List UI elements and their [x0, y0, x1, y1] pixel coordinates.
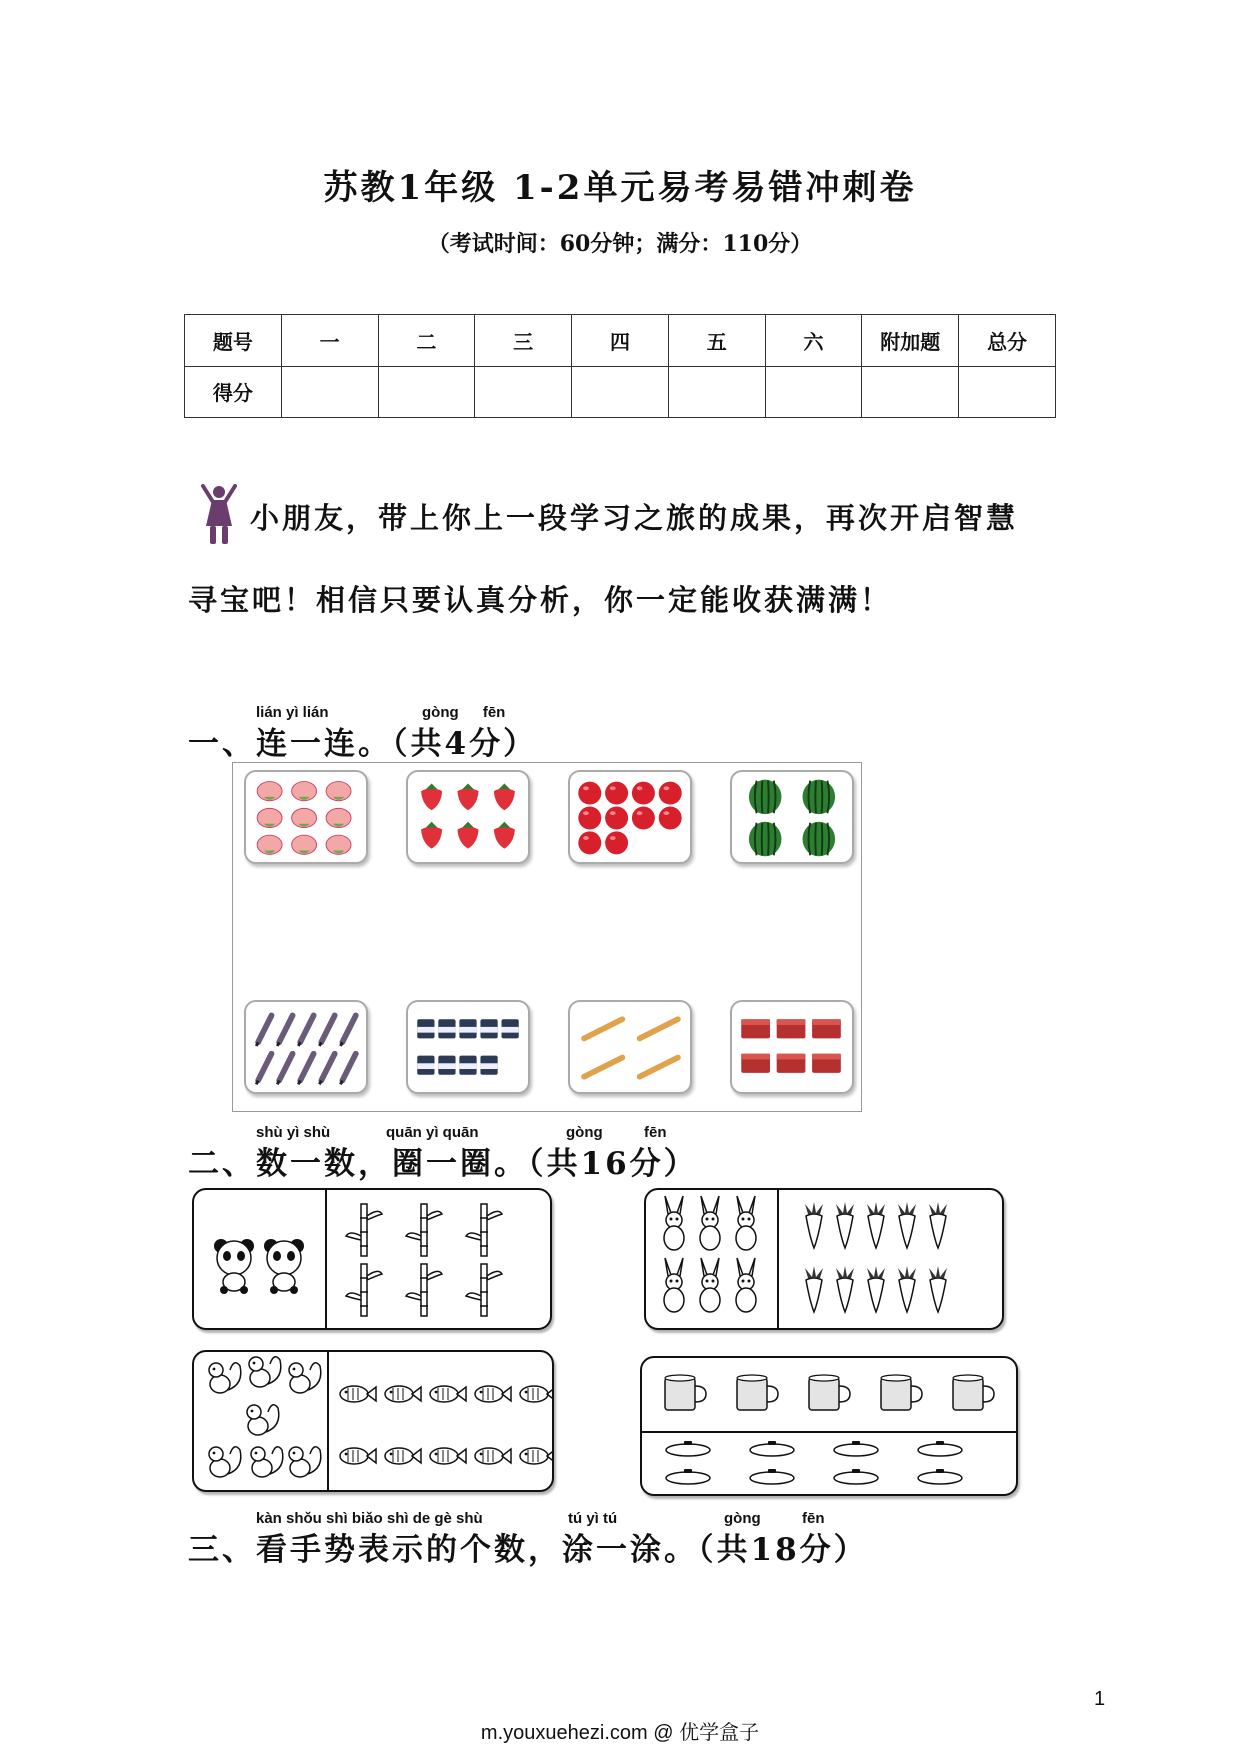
fish-icon — [385, 1386, 421, 1402]
lid-icon — [666, 1469, 710, 1484]
girl-cheering-icon — [198, 484, 240, 546]
watermelon-icon — [749, 780, 782, 814]
apple-icon — [605, 782, 628, 805]
cup-icon — [809, 1375, 850, 1410]
section1-pinyin-score: gòng fēn — [422, 704, 506, 721]
rabbit-icon — [664, 1196, 684, 1250]
rabbit-icon — [700, 1258, 720, 1312]
intro-line-1: 小朋友，带上你上一段学习之旅的成果，再次开启智慧 — [250, 501, 1019, 535]
carrot-icon — [898, 1266, 916, 1312]
pencil-icon — [340, 1015, 355, 1046]
group-panda-bamboo[interactable] — [192, 1188, 552, 1330]
peach-icon — [292, 808, 317, 827]
fish-icon — [385, 1448, 421, 1464]
stick-icon — [584, 1019, 622, 1038]
section3-pinyin-fen: fēn — [802, 1510, 825, 1527]
bamboo-icon — [466, 1264, 502, 1316]
score-header-cell: 四 — [572, 315, 669, 367]
pencil-icon — [319, 1054, 334, 1085]
gift-box-icon — [741, 1019, 770, 1038]
score-cell[interactable] — [765, 366, 862, 418]
eraser-icon — [438, 1056, 455, 1075]
carrot-icon — [805, 1202, 823, 1248]
apple-group — [570, 772, 690, 862]
card-sticks[interactable] — [568, 1000, 692, 1094]
pencil-icon — [256, 1054, 271, 1085]
rabbit-icon — [700, 1196, 720, 1250]
apple-icon — [632, 782, 655, 805]
score-header-cell: 附加题 — [862, 315, 959, 367]
section1-heading: 一、连一连。（共4分） — [188, 726, 538, 762]
eraser-icon — [480, 1019, 497, 1038]
panda-icon — [264, 1239, 304, 1294]
pencil-group — [246, 1002, 366, 1092]
apple-icon — [605, 806, 628, 829]
peach-icon — [326, 835, 351, 854]
card-erasers[interactable] — [406, 1000, 530, 1094]
strawberry-icon — [421, 783, 442, 810]
lid-icon — [918, 1441, 962, 1456]
carrot-icon — [929, 1202, 947, 1248]
eraser-icon — [438, 1019, 455, 1038]
card-apples[interactable] — [568, 770, 692, 864]
watermelon-icon — [803, 780, 836, 814]
stick-icon — [640, 1058, 678, 1077]
score-cell[interactable] — [668, 366, 765, 418]
bamboo-icon — [346, 1204, 382, 1256]
fish-icon — [475, 1448, 511, 1464]
section1-pinyin: lián yì lián — [256, 704, 329, 721]
fish-icon — [430, 1386, 466, 1402]
pencil-icon — [277, 1054, 292, 1085]
peach-icon — [326, 782, 351, 801]
score-cell[interactable] — [572, 366, 669, 418]
score-cell[interactable] — [281, 366, 378, 418]
peach-icon — [292, 782, 317, 801]
section2-pinyin-count: shù yì shù — [256, 1124, 331, 1141]
squirrel-icon — [209, 1447, 241, 1477]
page-number: 1 — [1094, 1688, 1106, 1710]
score-table-header-row — [185, 315, 1056, 367]
bamboo-icon — [466, 1204, 502, 1256]
score-header-cell: 五 — [668, 315, 765, 367]
intro-line-2: 寻宝吧！相信只要认真分析，你一定能收获满满！ — [188, 583, 893, 617]
footer-watermark: m.youxuehezi.com @ 优学盒子 — [480, 1722, 760, 1744]
fish-icon — [340, 1448, 376, 1464]
score-header-cell: 总分 — [959, 315, 1056, 367]
rabbit-icon — [664, 1258, 684, 1312]
section2-heading: 二、数一数，圈一圈。（共16分） — [188, 1146, 698, 1182]
watermelon-icon — [803, 822, 836, 856]
cup-group — [665, 1375, 994, 1410]
fish-icon — [520, 1448, 554, 1464]
lid-icon — [834, 1441, 878, 1456]
score-header-cell: 题号 — [185, 315, 282, 367]
score-table-score-row — [185, 366, 1056, 418]
fish-icon — [520, 1386, 554, 1402]
fish-icon — [430, 1448, 466, 1464]
apple-icon — [659, 806, 682, 829]
lid-icon — [750, 1441, 794, 1456]
lid-group — [666, 1441, 962, 1484]
squirrel-icon — [289, 1363, 321, 1393]
pencil-icon — [298, 1054, 313, 1085]
score-cell[interactable] — [378, 366, 475, 418]
gift-box-icon — [812, 1054, 841, 1073]
score-cell[interactable] — [959, 366, 1056, 418]
gift-box-icon — [741, 1054, 770, 1073]
rabbit-group — [664, 1196, 756, 1312]
eraser-icon — [459, 1056, 476, 1075]
peach-icon — [257, 808, 282, 827]
watermelon-icon — [749, 822, 782, 856]
pencil-icon — [298, 1015, 313, 1046]
panda-group — [214, 1239, 304, 1294]
apple-icon — [578, 806, 601, 829]
eraser-icon — [502, 1019, 519, 1038]
score-header-cell: 三 — [475, 315, 572, 367]
section2-pinyin-fen: fēn — [644, 1124, 667, 1141]
strawberry-group — [408, 772, 528, 862]
fish-icon — [475, 1386, 511, 1402]
gift-box-icon — [777, 1019, 806, 1038]
peach-icon — [292, 835, 317, 854]
lid-icon — [918, 1469, 962, 1484]
peach-icon — [257, 782, 282, 801]
pencil-icon — [319, 1015, 334, 1046]
carrot-icon — [836, 1266, 854, 1312]
carrot-icon — [867, 1202, 885, 1248]
score-cell[interactable] — [475, 366, 572, 418]
panda-icon — [214, 1239, 254, 1294]
squirrel-group — [209, 1357, 321, 1477]
watermelon-group — [732, 772, 852, 862]
eraser-group — [408, 1002, 528, 1092]
card-peaches[interactable] — [244, 770, 368, 864]
eraser-icon — [459, 1019, 476, 1038]
section3-pinyin: kàn shǒu shì biǎo shì de gè shù — [256, 1510, 483, 1527]
card-boxes[interactable] — [730, 1000, 854, 1094]
apple-icon — [659, 782, 682, 805]
gift-box-icon — [812, 1019, 841, 1038]
strawberry-icon — [494, 783, 515, 810]
page-title: 苏教1年级 1-2单元易考易错冲刺卷 — [323, 168, 917, 208]
carrot-group — [805, 1202, 947, 1312]
carrot-icon — [898, 1202, 916, 1248]
carrot-icon — [929, 1266, 947, 1312]
apple-icon — [632, 806, 655, 829]
pencil-icon — [277, 1015, 292, 1046]
peach-icon — [257, 835, 282, 854]
carrot-icon — [867, 1266, 885, 1312]
lid-icon — [834, 1469, 878, 1484]
section3-pinyin-gong: gòng — [724, 1510, 761, 1527]
bamboo-group — [346, 1204, 502, 1316]
card-watermelons[interactable] — [730, 770, 854, 864]
pencil-icon — [256, 1015, 271, 1046]
section2-pinyin-circle: quān yì quān — [386, 1124, 479, 1141]
peach-icon — [326, 808, 351, 827]
apple-icon — [578, 831, 601, 854]
strawberry-icon — [457, 783, 478, 810]
apple-icon — [578, 782, 601, 805]
stick-icon — [640, 1019, 678, 1038]
bamboo-icon — [346, 1264, 382, 1316]
cup-icon — [665, 1375, 706, 1410]
strawberry-icon — [421, 822, 442, 849]
card-pencils[interactable] — [244, 1000, 368, 1094]
stick-icon — [584, 1058, 622, 1077]
card-strawberries[interactable] — [406, 770, 530, 864]
carrot-icon — [836, 1202, 854, 1248]
lid-icon — [666, 1441, 710, 1456]
score-header-cell: 六 — [765, 315, 862, 367]
score-cell[interactable] — [862, 366, 959, 418]
apple-icon — [605, 831, 628, 854]
squirrel-icon — [289, 1447, 321, 1477]
lid-icon — [750, 1469, 794, 1484]
group-cup-lid[interactable] — [640, 1356, 1018, 1496]
gift-box-icon — [777, 1054, 806, 1073]
strawberry-icon — [457, 822, 478, 849]
cup-icon — [881, 1375, 922, 1410]
score-header-cell: 二 — [378, 315, 475, 367]
rabbit-icon — [736, 1258, 756, 1312]
cup-icon — [737, 1375, 778, 1410]
eraser-icon — [480, 1056, 497, 1075]
peach-group — [246, 772, 366, 862]
cup-icon — [953, 1375, 994, 1410]
stick-group — [570, 1002, 690, 1092]
section3-heading: 三、看手势表示的个数，涂一涂。（共18分） — [188, 1532, 868, 1568]
score-row-label: 得分 — [185, 366, 282, 418]
strawberry-icon — [494, 822, 515, 849]
score-table — [184, 314, 1056, 418]
section2-pinyin-gong: gòng — [566, 1124, 603, 1141]
eraser-icon — [417, 1019, 434, 1038]
box-group — [732, 1002, 852, 1092]
fish-group — [340, 1386, 554, 1464]
squirrel-icon — [209, 1363, 241, 1393]
pencil-icon — [340, 1054, 355, 1085]
squirrel-icon — [249, 1357, 281, 1387]
group-rabbit-carrot[interactable] — [644, 1188, 1004, 1330]
squirrel-icon — [247, 1405, 279, 1435]
fish-icon — [340, 1386, 376, 1402]
group-squirrel-fish[interactable] — [192, 1350, 554, 1492]
rabbit-icon — [736, 1196, 756, 1250]
bamboo-icon — [406, 1264, 442, 1316]
score-header-cell: 一 — [281, 315, 378, 367]
bamboo-icon — [406, 1204, 442, 1256]
exam-info: （考试时间：60分钟；满分：110分） — [427, 231, 813, 257]
eraser-icon — [417, 1056, 434, 1075]
carrot-icon — [805, 1266, 823, 1312]
squirrel-icon — [251, 1447, 283, 1477]
section3-pinyin-paint: tú yì tú — [568, 1510, 618, 1527]
